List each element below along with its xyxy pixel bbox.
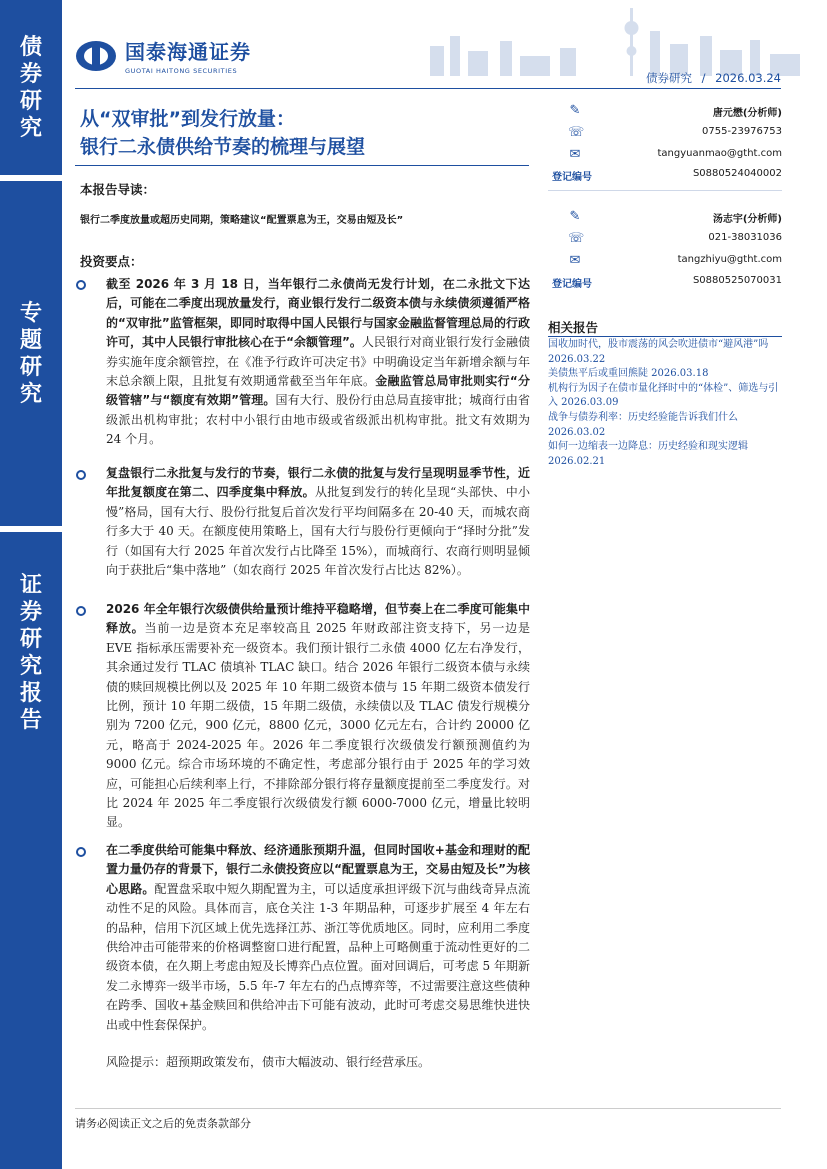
sidebar-char: 券 bbox=[19, 600, 42, 625]
analyst-phone-row bbox=[548, 232, 782, 248]
brand-name-cn: 国泰海通证券 bbox=[125, 40, 251, 64]
reg-label: 登记编号 bbox=[552, 279, 592, 290]
analyst-divider bbox=[548, 190, 782, 191]
analyst-name: 唐元懋(分析师) bbox=[712, 108, 782, 119]
point-text: 从批复到发行的转化呈现“头部快、中小慢”格局，国有大行、股份行批复后首次发行平均间隔多在 20-40 天，而城农商行多大于 40 天。在额度使用策略上，国有大行与股份行更倾向于“择时分批”发行（如国有大行 2025 年首次发行占比降至 15%），而城商行、农商行则明显倾向于获批后“集中落地”（如农商行 2025 年首次发行占比达 82%）。 bbox=[106, 485, 530, 578]
reg-label: 登记编号 bbox=[552, 172, 592, 183]
related-report-link[interactable]: 战争与债券利率：历史经验能告诉我们什么 2026.03.02 bbox=[548, 411, 738, 438]
guide-text: 银行二季度放量或超历史同期，策略建议“配置票息为王，交易由短及长” bbox=[80, 215, 404, 226]
point-paragraph-1 bbox=[106, 275, 530, 450]
analyst-reg-row bbox=[548, 168, 782, 184]
analyst-reg-number: S0880524040002 bbox=[692, 168, 782, 179]
header-meta bbox=[646, 70, 781, 86]
related-report-link[interactable]: 如何一边缩表一边降息：历史经验和现实逻辑 2026.02.21 bbox=[548, 441, 748, 467]
analyst-email-row bbox=[548, 148, 782, 164]
point-bold: 复盘银行二永批复与发行的节奏，银行二永债的批复与发行呈现明显季节性，近年批复额度在第二、四季度集中释放。 bbox=[106, 466, 530, 500]
sidebar-char: 告 bbox=[19, 708, 42, 733]
footer-disclaimer: 请务必阅读正文之后的免责条款部分 bbox=[75, 1117, 251, 1130]
meta-separator: / bbox=[701, 71, 706, 85]
report-title-line1: 从“双审批”到发行放量： bbox=[80, 108, 295, 130]
bullet-icon bbox=[76, 280, 86, 290]
analyst-phone: 021-38031036 bbox=[708, 232, 782, 243]
report-date: 2026.03.24 bbox=[715, 71, 781, 85]
point-text-2: 国有大行、股份行由总局直接审批；城商行由省级派出机构审批；农村中小银行由地市级或省级派出机构审批。批文有效期为 24 个月。 bbox=[106, 393, 530, 447]
brand-logo-icon bbox=[75, 40, 117, 72]
sidebar-char: 债 bbox=[19, 34, 42, 60]
sidebar-char: 研 bbox=[19, 627, 42, 652]
related-reports-list bbox=[548, 338, 782, 469]
point-paragraph-4 bbox=[106, 841, 530, 1035]
risk-notice: 风险提示：超预期政策发布，债市大幅波动、银行经营承压。 bbox=[106, 1055, 431, 1069]
footer-divider bbox=[75, 1108, 781, 1109]
analyst-name-row bbox=[548, 104, 782, 120]
report-category: 债券研究 bbox=[645, 71, 692, 85]
related-reports-heading: 相关报告 bbox=[548, 320, 599, 335]
point-bold: 截至 2026 年 3 月 18 日，当年银行二永债尚无发行计划，在二永批文下达后，可能在二季度出现放量发行，商业银行发行二级资本债与永续债须遵循严格的“双审批”监管框架，即同时取得中国人民银行与国家金融监督管理总局的行政许可，其中人民银行审批核心在于“余额管理”。 bbox=[106, 277, 530, 350]
analyst-email[interactable]: tangzhiyu@gtht.com bbox=[677, 254, 782, 265]
guide-heading: 本报告导读： bbox=[80, 182, 156, 197]
point-bold: 2026 年全年银行次级债供给量预计维持平稳略增，但节奏上在二季度可能集中释放。 bbox=[106, 602, 530, 636]
related-report-link[interactable]: 机构行为因子在债市量化择时中的“体检”、筛选与引入 2026.03.09 bbox=[548, 382, 779, 409]
point-text: 人民银行对商业银行发行金融债券实施年度余额管控，在《准予行政许可决定书》中明确设定当年新增余额与年末总余额上限，且批复有效期通常截至当年年底。 bbox=[106, 335, 530, 389]
left-sidebar bbox=[0, 0, 62, 1169]
bullet-icon bbox=[76, 606, 86, 616]
related-report-link[interactable]: 美债焦平后或重回熊陡 2026.03.18 bbox=[548, 368, 709, 380]
sidebar-char: 题 bbox=[19, 327, 42, 353]
sidebar-char: 究 bbox=[19, 115, 42, 141]
analyst-email[interactable]: tangyuanmao@gtht.com bbox=[657, 148, 782, 159]
brand-logo bbox=[75, 36, 251, 75]
bullet-icon bbox=[76, 470, 86, 480]
points-heading: 投资要点： bbox=[80, 254, 143, 269]
user-icon: ✎ bbox=[569, 209, 581, 224]
analyst-card-2 bbox=[548, 210, 782, 290]
user-icon: ✎ bbox=[569, 103, 581, 118]
sidebar-block-bond-research bbox=[0, 0, 62, 175]
phone-icon: ☏ bbox=[568, 125, 585, 140]
header-divider bbox=[75, 88, 781, 89]
email-icon: ✉ bbox=[569, 147, 581, 162]
analyst-phone-row bbox=[548, 126, 782, 142]
point-paragraph-2 bbox=[106, 464, 530, 580]
point-paragraph-3 bbox=[106, 600, 530, 833]
related-divider bbox=[548, 336, 782, 337]
sidebar-char: 研 bbox=[19, 88, 42, 114]
analyst-reg-number: S0880525070031 bbox=[692, 275, 782, 286]
point-bold-2: 金融监管总局审批则实行“分级管辖”与“额度有效期”管理。 bbox=[106, 374, 530, 408]
email-icon: ✉ bbox=[569, 253, 581, 268]
bullet-icon bbox=[76, 847, 86, 857]
analyst-name-row bbox=[548, 210, 782, 226]
sidebar-char: 专 bbox=[19, 300, 42, 326]
report-title-line2: 银行二永债供给节奏的梳理与展望 bbox=[80, 136, 366, 158]
analyst-email-row bbox=[548, 254, 782, 270]
sidebar-char: 研 bbox=[19, 354, 42, 380]
point-bold: 在二季度供给可能集中释放、经济通胀预期升温，但同时国收+基金和理财的配置力量仍存的背景下，银行二永债投资应以“配置票息为王，交易由短及长”为核心思路。 bbox=[106, 843, 530, 896]
point-text: 配置盘采取中短久期配置为主，可以适度承担评级下沉与曲线奇异点流动性不足的风险。具体而言，底仓关注 1-3 年期品种，可逐步扩展至 4 年左右的品种，信用下沉区域上优先选择江苏、浙江等优质地区。同时，应利用二季度供给冲击可能带来的价格调整窗口进行配置，品种上可略侧重于流动性更好的二级资本债，在久期上考虑由短及长博弈凸点位置。面对回调后，可考虑 5 年期新发二永博弈一级半市场，5.5 年-7 年左右的凸点博弈等，不过需要注意这些债种在跨季、国收+基金赎回和供给冲击下可能有波动，此时可考虑交易思维快进快出或中性套保保护。 bbox=[106, 881, 530, 1032]
analyst-phone: 0755-23976753 bbox=[702, 126, 782, 137]
sidebar-char: 报 bbox=[19, 681, 42, 706]
analyst-card-1 bbox=[548, 104, 782, 184]
sidebar-char: 券 bbox=[19, 61, 42, 87]
point-text: 当前一边是资本充足率较高且 2025 年财政部注资支持下，另一边是 EVE 指标承压需要补充一级资本。我们预计银行二永债 4000 亿左右净发行，其余通过发行 TLAC 债填补 TLAC 缺口。结合 2026 年银行二级资本债与永续债的赎回规模比例以及 2025 年 10 年期二级资本债与 15 年期二级资本债发行比例，预计 10 年期二级债，15 年期二级债，永续债以及 TLAC 债发行规模分别为 7200 亿元，900 亿元，8800 亿元，3000 亿元左右，合计约 20000 亿元，略高于 2024-2025 年。2026 年二季度银行次级债发行额预测值约为 9000 亿元。综合市场环境的不确定性，考虑部分银行由于 2025 年的学习效应，可能担心后续利率上行，不排除部分银行将存量额度提前至二季度发行。对比 2024 年 2025 年二季度银行次级债发行额 6000-7000 亿元，增量比较明显。 bbox=[106, 621, 530, 830]
title-divider bbox=[75, 165, 529, 166]
skyline-watermark-icon bbox=[420, 6, 820, 76]
phone-icon: ☏ bbox=[568, 231, 585, 246]
sidebar-block-securities-report bbox=[0, 532, 62, 1169]
related-report-link[interactable]: 国收加时代，股市震荡的风会吹进债市“避风港”吗 2026.03.22 bbox=[548, 339, 769, 365]
sidebar-char: 究 bbox=[19, 381, 42, 407]
sidebar-block-special-research bbox=[0, 181, 62, 526]
sidebar-char: 究 bbox=[19, 654, 42, 679]
sidebar-char: 证 bbox=[19, 573, 42, 598]
analyst-reg-row bbox=[548, 275, 782, 291]
analyst-name: 汤志宇(分析师) bbox=[712, 214, 782, 225]
brand-name-en: GUOTAI HAITONG SECURITIES bbox=[125, 67, 238, 75]
